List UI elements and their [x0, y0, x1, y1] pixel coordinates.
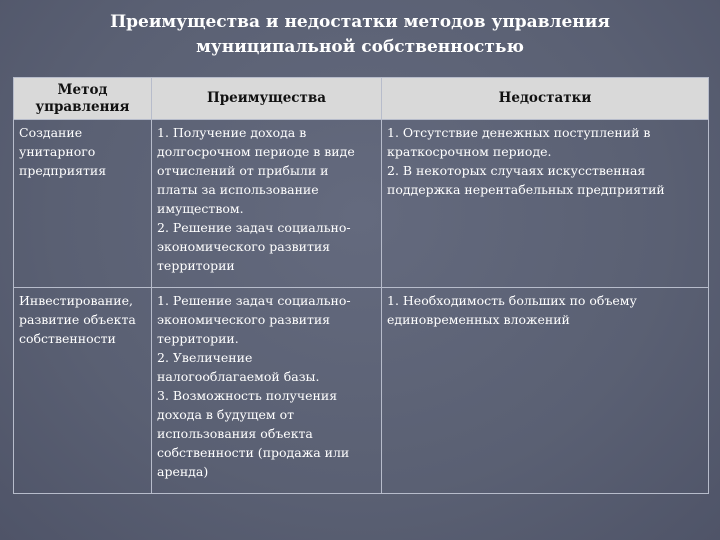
- table-row: [14, 120, 709, 288]
- cell-disadvantages: 1. Необходимость больших по объему единовременных вложений: [382, 288, 709, 494]
- cell-advantages: 1. Решение задач социально- экономического развития территории. 2. Увеличение налогооблагаемой базы. 3. Возможность получения дохода в будущем от использования объекта собственности (продажа или аренда): [152, 288, 382, 494]
- cell-method: Инвестирование, развитие объекта собственности: [14, 288, 152, 494]
- slide-title: Преимущества и недостатки методов управления муниципальной собственностью: [110, 12, 610, 57]
- table-header-row: [14, 78, 709, 120]
- cell-disadvantages: 1. Отсутствие денежных поступлений в краткосрочном периоде. 2. В некоторых случаях искусственная поддержка нерентабельных предприятий: [382, 120, 709, 288]
- cell-advantages: 1. Получение дохода в долгосрочном периоде в виде отчислений от прибыли и платы за использование имуществом. 2. Решение задач социально- экономического развития территории: [152, 120, 382, 288]
- header-advantages: Преимущества: [152, 78, 382, 120]
- header-method: Метод управления: [14, 78, 152, 120]
- header-disadvantages: Недостатки: [382, 78, 709, 120]
- table-row: [14, 288, 709, 494]
- cell-method: Создание унитарного предприятия: [14, 120, 152, 288]
- comparison-table: [13, 77, 709, 494]
